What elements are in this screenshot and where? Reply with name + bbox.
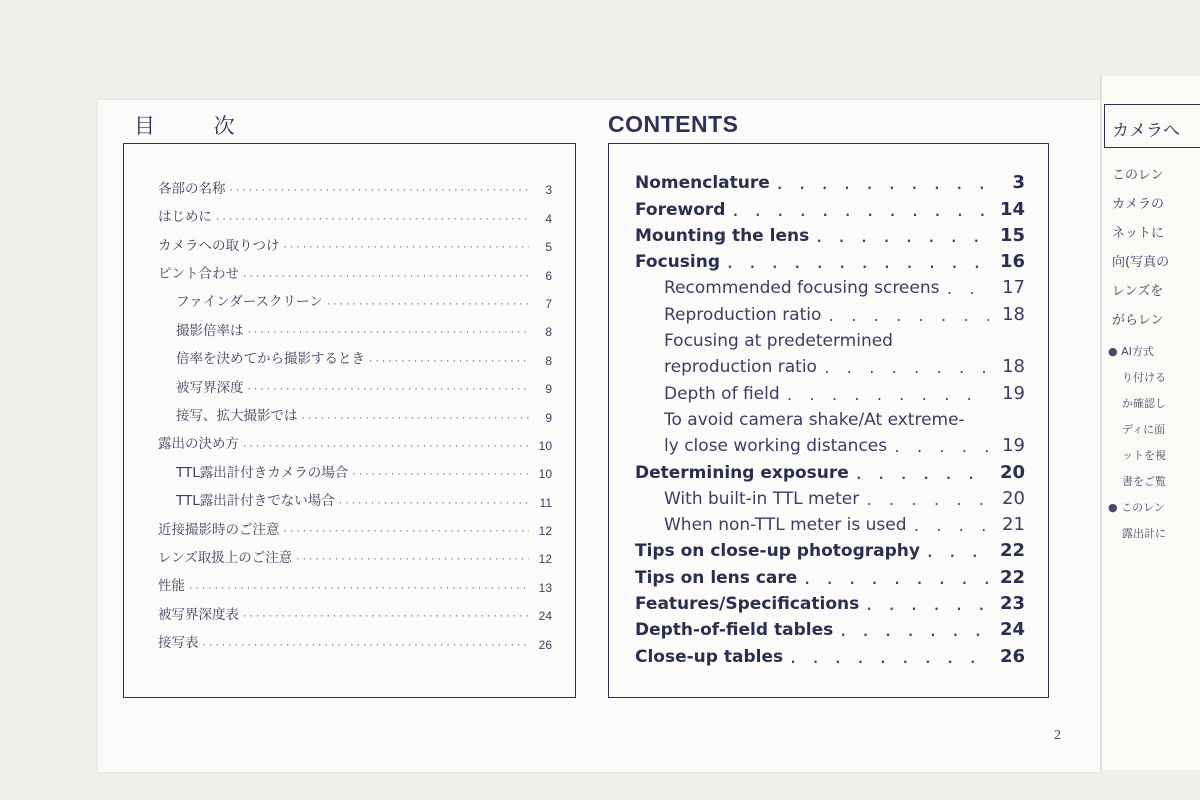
dot-leader xyxy=(865,495,989,508)
toc-entry-en[interactable] xyxy=(635,271,1025,297)
toc-entry-label: Close-up tables xyxy=(635,646,784,667)
toc-entry-en[interactable] xyxy=(635,534,1025,560)
toc-entry-jp[interactable] xyxy=(158,452,552,480)
toc-entry-page: 6 xyxy=(545,268,552,283)
toc-entry-label: Foreword xyxy=(635,199,726,220)
toc-entry-jp[interactable] xyxy=(158,480,552,508)
toc-entry-jp[interactable] xyxy=(158,367,552,395)
toc-entry-en[interactable] xyxy=(635,639,1025,665)
dot-leader xyxy=(351,471,529,480)
next-page-line: ネットに xyxy=(1112,226,1165,241)
next-page-notes xyxy=(1108,343,1200,551)
dot-leader xyxy=(229,187,530,196)
toc-entry-label: With built-in TTL meter xyxy=(664,488,860,509)
toc-entry-page: 26 xyxy=(999,645,1025,667)
toc-entry-en[interactable] xyxy=(635,560,1025,586)
dot-leader xyxy=(202,642,530,651)
next-page-line: レンズを xyxy=(1112,284,1164,299)
toc-entry-label: レンズ取扱上のご注意 xyxy=(158,549,293,566)
dot-leader xyxy=(283,528,530,537)
dot-leader xyxy=(247,386,530,395)
dot-leader xyxy=(786,390,989,403)
toc-entry-label: TTL露出計付きでない場合 xyxy=(176,493,335,510)
next-page-line: がらレン xyxy=(1112,313,1164,328)
next-page-note: ディに面 xyxy=(1122,423,1166,436)
toc-entry-en[interactable] xyxy=(635,324,1025,350)
toc-entry-jp[interactable] xyxy=(158,282,552,310)
toc-entry-label: Reproduction ratio xyxy=(664,304,822,325)
toc-entry-label: 露出の決め方 xyxy=(158,436,239,453)
dot-leader xyxy=(926,547,989,560)
toc-entry-label: Determining exposure xyxy=(635,462,849,483)
toc-entry-page: 18 xyxy=(1002,356,1025,378)
toc-entry-page: 9 xyxy=(545,410,552,425)
toc-entry-page: 13 xyxy=(538,580,552,595)
toc-entry-page: 12 xyxy=(538,524,552,539)
toc-entry-en[interactable] xyxy=(635,403,1025,429)
toc-entry-jp[interactable] xyxy=(158,253,552,281)
page-number: 2 xyxy=(1054,728,1061,743)
next-page-note: ● AI方式 xyxy=(1108,345,1154,358)
toc-entry-label: 被写界深度表 xyxy=(158,606,239,623)
dot-leader xyxy=(247,329,530,338)
toc-entry-page: 8 xyxy=(545,353,552,368)
dot-leader xyxy=(865,600,989,613)
dot-leader xyxy=(326,301,529,310)
toc-entry-page: 9 xyxy=(545,382,552,397)
toc-entry-label: 接写表 xyxy=(158,635,199,652)
toc-entry-page: 26 xyxy=(538,637,552,652)
toc-entry-jp[interactable] xyxy=(158,338,552,366)
toc-entry-page: 24 xyxy=(538,609,552,624)
toc-entry-jp[interactable] xyxy=(158,196,552,224)
toc-entry-label: ly close working distances xyxy=(664,436,888,457)
toc-entry-label: Nomenclature xyxy=(635,173,770,194)
toc-entry-label: Features/Specifications xyxy=(635,594,860,615)
toc-entry-page: 20 xyxy=(1002,487,1025,509)
toc-entry-en[interactable] xyxy=(635,587,1025,613)
dot-leader xyxy=(242,613,529,622)
toc-entry-label: Mounting the lens xyxy=(635,225,810,246)
dot-leader xyxy=(815,232,989,245)
toc-entry-jp[interactable] xyxy=(158,565,552,593)
next-page-note: ットを視 xyxy=(1122,449,1166,462)
toc-entry-label: 接写、拡大撮影では xyxy=(176,408,298,425)
toc-entry-label: To avoid camera shake/At extreme- xyxy=(664,409,965,430)
next-page-title: カメラへ xyxy=(1112,121,1180,141)
dot-leader xyxy=(242,443,529,452)
toc-entry-label: When non-TTL meter is used xyxy=(664,515,907,536)
next-page-line: カメラの xyxy=(1112,197,1165,212)
toc-entry-page: 24 xyxy=(999,619,1025,641)
next-page-note: 露出計に xyxy=(1122,527,1166,540)
toc-entry-page: 7 xyxy=(545,296,552,311)
toc-entry-label: 撮影倍率は xyxy=(176,322,244,339)
toc-entry-label: Depth-of-field tables xyxy=(635,620,834,641)
toc-entry-page: 21 xyxy=(1002,514,1025,536)
dot-leader xyxy=(893,442,989,455)
dot-leader xyxy=(295,556,529,565)
dot-leader xyxy=(731,206,989,219)
next-page-line: このレン xyxy=(1112,168,1164,183)
toc-entry-jp[interactable] xyxy=(158,225,552,253)
dot-leader xyxy=(823,363,989,376)
toc-entry-page: 18 xyxy=(1002,303,1025,325)
dot-leader xyxy=(283,244,530,253)
toc-entry-page: 5 xyxy=(545,240,552,255)
toc-entry-page: 16 xyxy=(999,251,1025,273)
dot-leader xyxy=(338,500,529,509)
toc-entry-page: 3 xyxy=(1012,172,1025,194)
dot-leader xyxy=(301,415,530,424)
toc-entry-jp[interactable] xyxy=(158,424,552,452)
english-toc-list xyxy=(635,166,1025,666)
toc-entry-label: Tips on close-up photography xyxy=(635,541,920,562)
toc-entry-page: 4 xyxy=(545,211,552,226)
toc-entry-page: 8 xyxy=(545,325,552,340)
toc-entry-label: ファインダースクリーン xyxy=(176,294,323,311)
toc-entry-jp[interactable] xyxy=(158,537,552,565)
toc-entry-label: Tips on lens care xyxy=(635,567,798,588)
toc-entry-page: 11 xyxy=(539,495,552,510)
toc-entry-page: 10 xyxy=(538,467,552,482)
toc-entry-en[interactable] xyxy=(635,350,1025,376)
dot-leader xyxy=(242,273,529,282)
dot-leader xyxy=(776,179,989,192)
toc-entry-page: 14 xyxy=(999,198,1025,220)
toc-entry-label: カメラへの取りつけ xyxy=(158,237,280,254)
dot-leader xyxy=(913,521,990,534)
toc-entry-label: 近接撮影時のご注意 xyxy=(158,521,280,538)
toc-entry-page: 17 xyxy=(1002,277,1025,299)
toc-entry-page: 15 xyxy=(999,224,1025,246)
toc-entry-en[interactable] xyxy=(635,508,1025,534)
toc-entry-jp[interactable] xyxy=(158,168,552,196)
toc-entry-en[interactable] xyxy=(635,219,1025,245)
toc-entry-label: ピント合わせ xyxy=(158,266,239,283)
english-contents-heading: CONTENTS xyxy=(608,111,739,137)
toc-entry-label: はじめに xyxy=(158,209,212,226)
toc-entry-jp[interactable] xyxy=(158,594,552,622)
next-page-line: 向(写真の xyxy=(1112,255,1170,270)
toc-entry-label: 被写界深度 xyxy=(176,379,244,396)
toc-entry-jp[interactable] xyxy=(158,395,552,423)
toc-entry-en[interactable] xyxy=(635,455,1025,481)
toc-entry-jp[interactable] xyxy=(158,509,552,537)
dot-leader xyxy=(368,358,529,367)
toc-entry-label: Recommended focusing screens xyxy=(664,278,940,299)
toc-entry-en[interactable] xyxy=(635,245,1025,271)
toc-entry-label: 性能 xyxy=(158,578,185,595)
toc-entry-en[interactable] xyxy=(635,297,1025,323)
next-page-note: か確認し xyxy=(1122,397,1166,410)
dot-leader xyxy=(789,653,989,666)
toc-entry-jp[interactable] xyxy=(158,310,552,338)
toc-entry-page: 20 xyxy=(999,461,1025,483)
dot-leader xyxy=(855,469,989,482)
toc-entry-page: 23 xyxy=(999,593,1025,615)
dot-leader xyxy=(827,311,989,324)
dot-leader xyxy=(803,574,989,587)
toc-entry-page: 19 xyxy=(1002,382,1025,404)
toc-entry-en[interactable] xyxy=(635,613,1025,639)
toc-entry-page: 19 xyxy=(1002,435,1025,457)
toc-entry-label: Focusing at predetermined xyxy=(664,331,893,352)
dot-leader xyxy=(215,216,529,225)
toc-entry-label: Focusing xyxy=(635,252,720,273)
toc-entry-label: Depth of field xyxy=(664,383,780,404)
next-page-body xyxy=(1112,164,1200,338)
toc-entry-page: 3 xyxy=(545,183,552,198)
toc-entry-page: 22 xyxy=(999,540,1025,562)
toc-entry-en[interactable] xyxy=(635,192,1025,218)
toc-entry-en[interactable] xyxy=(635,166,1025,192)
next-page-note: り付ける xyxy=(1122,371,1166,384)
dot-leader xyxy=(839,626,989,639)
toc-entry-page: 22 xyxy=(999,566,1025,588)
dot-leader xyxy=(188,585,529,594)
toc-entry-page: 10 xyxy=(538,438,552,453)
dot-leader xyxy=(726,258,989,271)
toc-entry-label: 倍率を決めてから撮影するとき xyxy=(176,351,365,368)
next-page-note: ● このレン xyxy=(1108,501,1165,514)
toc-entry-label: TTL露出計付きカメラの場合 xyxy=(176,464,349,481)
japanese-contents-heading: 目 次 xyxy=(134,114,261,138)
toc-entry-en[interactable] xyxy=(635,376,1025,402)
dot-leader xyxy=(945,284,989,297)
toc-entry-jp[interactable] xyxy=(158,622,552,650)
toc-entry-en[interactable] xyxy=(635,429,1025,455)
toc-entry-en[interactable] xyxy=(635,482,1025,508)
japanese-toc-list xyxy=(158,168,552,651)
next-page-note: 書をご覧 xyxy=(1122,475,1166,488)
toc-entry-label: 各部の名称 xyxy=(158,180,226,197)
toc-entry-label: reproduction ratio xyxy=(664,357,817,378)
toc-entry-page: 12 xyxy=(538,552,552,567)
